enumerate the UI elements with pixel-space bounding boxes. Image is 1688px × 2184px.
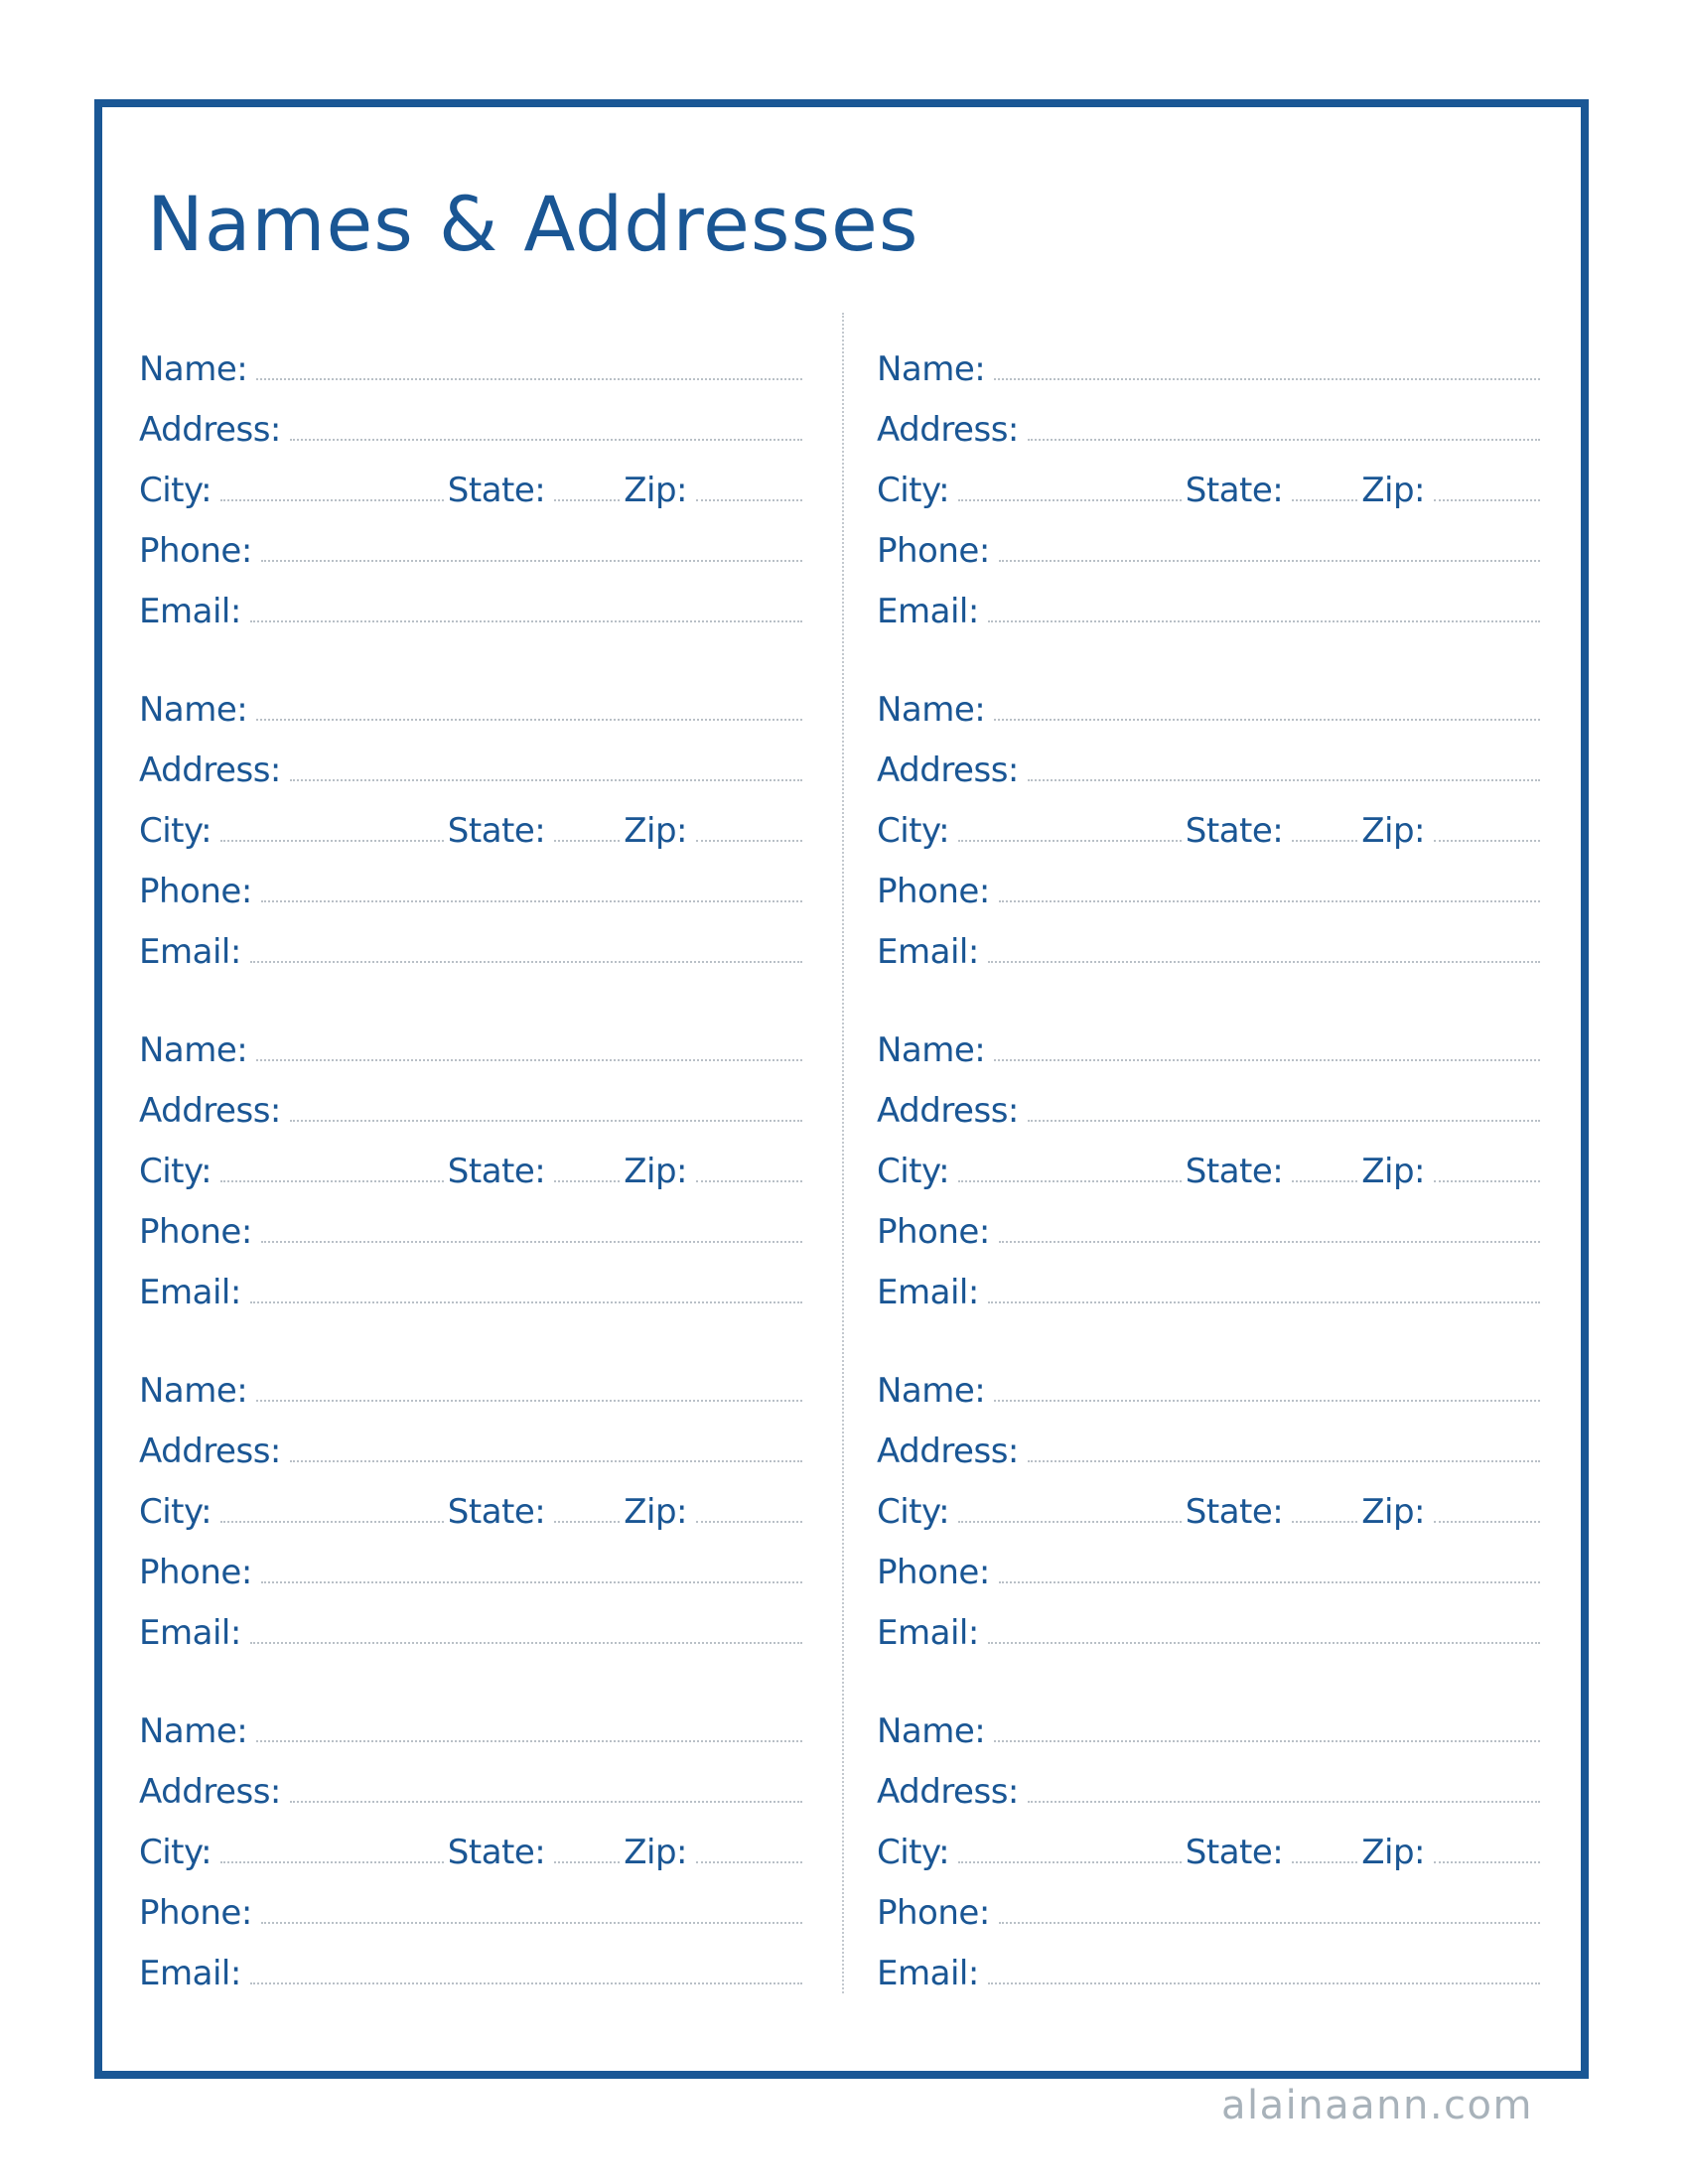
address-label: Address: bbox=[877, 1431, 1019, 1471]
email-row bbox=[877, 1931, 1544, 1991]
zip-label: Zip: bbox=[1361, 1832, 1426, 1872]
email-label: Email: bbox=[139, 1272, 241, 1312]
zip-line bbox=[1434, 1861, 1540, 1863]
phone-line bbox=[261, 560, 802, 562]
name-row bbox=[877, 1689, 1544, 1749]
zip-line bbox=[696, 1521, 802, 1523]
city-label: City: bbox=[877, 470, 950, 510]
zip-label: Zip: bbox=[1361, 1491, 1426, 1532]
address-row bbox=[139, 1749, 806, 1810]
address-block bbox=[877, 1689, 1544, 1991]
zip-line bbox=[696, 499, 802, 501]
email-line bbox=[250, 1982, 802, 1984]
zip-line bbox=[1434, 499, 1540, 501]
zip-line bbox=[696, 1180, 802, 1182]
phone-label: Phone: bbox=[877, 1892, 990, 1933]
phone-row bbox=[877, 849, 1544, 909]
email-line bbox=[988, 1982, 1540, 1984]
state-line bbox=[1292, 499, 1357, 501]
phone-label: Phone: bbox=[877, 1552, 990, 1592]
address-block bbox=[877, 327, 1544, 629]
phone-label: Phone: bbox=[139, 1892, 252, 1933]
name-line bbox=[256, 719, 802, 721]
address-line bbox=[1028, 1801, 1540, 1803]
city-state-zip-row bbox=[139, 788, 806, 849]
city-state-zip-row bbox=[877, 448, 1544, 508]
address-label: Address: bbox=[877, 409, 1019, 450]
address-row bbox=[877, 1068, 1544, 1129]
city-state-zip-row bbox=[139, 448, 806, 508]
address-label: Address: bbox=[139, 1431, 281, 1471]
address-line bbox=[290, 779, 802, 781]
city-state-zip-row bbox=[139, 1469, 806, 1530]
name-line bbox=[994, 378, 1540, 380]
city-label: City: bbox=[877, 1151, 950, 1191]
state-line bbox=[554, 1521, 620, 1523]
email-row bbox=[877, 1590, 1544, 1651]
name-row bbox=[139, 327, 806, 387]
city-state-zip-row bbox=[877, 1129, 1544, 1189]
name-label: Name: bbox=[877, 1370, 986, 1411]
address-row bbox=[877, 1409, 1544, 1469]
phone-row bbox=[877, 1189, 1544, 1250]
address-columns bbox=[139, 327, 1544, 1991]
email-label: Email: bbox=[877, 931, 979, 972]
phone-row bbox=[139, 508, 806, 569]
name-label: Name: bbox=[139, 1710, 248, 1751]
state-label: State: bbox=[447, 470, 546, 510]
name-line bbox=[256, 1740, 802, 1742]
right-column bbox=[877, 327, 1544, 1991]
state-line bbox=[554, 840, 620, 842]
zip-line bbox=[1434, 1521, 1540, 1523]
email-row bbox=[139, 1250, 806, 1310]
zip-label: Zip: bbox=[624, 1832, 688, 1872]
phone-label: Phone: bbox=[139, 530, 252, 571]
address-block bbox=[877, 1008, 1544, 1310]
name-line bbox=[994, 1400, 1540, 1402]
zip-line bbox=[696, 840, 802, 842]
phone-line bbox=[999, 1581, 1540, 1583]
phone-label: Phone: bbox=[877, 1211, 990, 1252]
address-line bbox=[1028, 1460, 1540, 1462]
city-state-zip-row bbox=[877, 1810, 1544, 1870]
address-row bbox=[139, 1409, 806, 1469]
city-line bbox=[220, 1180, 444, 1182]
zip-label: Zip: bbox=[1361, 1151, 1426, 1191]
address-label: Address: bbox=[877, 1771, 1019, 1812]
email-row bbox=[877, 1250, 1544, 1310]
phone-line bbox=[261, 1581, 802, 1583]
address-row bbox=[877, 728, 1544, 788]
zip-label: Zip: bbox=[624, 470, 688, 510]
city-line bbox=[958, 1861, 1182, 1863]
city-line bbox=[220, 1861, 444, 1863]
address-line bbox=[290, 1801, 802, 1803]
name-row bbox=[139, 667, 806, 728]
phone-row bbox=[877, 1530, 1544, 1590]
state-label: State: bbox=[1185, 470, 1284, 510]
city-line bbox=[958, 1521, 1182, 1523]
state-line bbox=[1292, 1180, 1357, 1182]
email-row bbox=[139, 1931, 806, 1991]
zip-line bbox=[696, 1861, 802, 1863]
address-label: Address: bbox=[877, 1090, 1019, 1131]
email-label: Email: bbox=[139, 1612, 241, 1653]
name-row bbox=[139, 1689, 806, 1749]
phone-label: Phone: bbox=[139, 871, 252, 911]
address-block bbox=[139, 1008, 806, 1310]
city-label: City: bbox=[139, 470, 212, 510]
state-line bbox=[1292, 840, 1357, 842]
name-line bbox=[994, 719, 1540, 721]
address-block bbox=[877, 667, 1544, 970]
phone-row bbox=[139, 1870, 806, 1931]
address-line bbox=[1028, 779, 1540, 781]
name-label: Name: bbox=[877, 1710, 986, 1751]
zip-label: Zip: bbox=[1361, 470, 1426, 510]
email-label: Email: bbox=[877, 1272, 979, 1312]
email-line bbox=[988, 1642, 1540, 1644]
email-line bbox=[988, 1301, 1540, 1303]
name-label: Name: bbox=[877, 689, 986, 730]
address-label: Address: bbox=[139, 750, 281, 790]
address-label: Address: bbox=[139, 1771, 281, 1812]
city-line bbox=[958, 840, 1182, 842]
zip-label: Zip: bbox=[1361, 810, 1426, 851]
address-line bbox=[1028, 1120, 1540, 1122]
name-label: Name: bbox=[877, 1029, 986, 1070]
phone-label: Phone: bbox=[877, 530, 990, 571]
phone-line bbox=[999, 900, 1540, 902]
city-label: City: bbox=[139, 810, 212, 851]
state-label: State: bbox=[447, 810, 546, 851]
email-line bbox=[250, 961, 802, 963]
phone-row bbox=[139, 1530, 806, 1590]
address-row bbox=[139, 387, 806, 448]
email-line bbox=[250, 1301, 802, 1303]
phone-label: Phone: bbox=[877, 871, 990, 911]
address-row bbox=[139, 728, 806, 788]
name-line bbox=[256, 1400, 802, 1402]
name-row bbox=[139, 1008, 806, 1068]
email-line bbox=[988, 620, 1540, 622]
email-label: Email: bbox=[139, 931, 241, 972]
phone-line bbox=[999, 1922, 1540, 1924]
address-block bbox=[139, 1348, 806, 1651]
name-label: Name: bbox=[139, 689, 248, 730]
city-state-zip-row bbox=[139, 1129, 806, 1189]
zip-label: Zip: bbox=[624, 810, 688, 851]
phone-row bbox=[139, 1189, 806, 1250]
city-state-zip-row bbox=[139, 1810, 806, 1870]
city-state-zip-row bbox=[877, 1469, 1544, 1530]
zip-label: Zip: bbox=[624, 1491, 688, 1532]
address-line bbox=[1028, 439, 1540, 441]
address-row bbox=[139, 1068, 806, 1129]
email-label: Email: bbox=[139, 591, 241, 631]
name-line bbox=[256, 1059, 802, 1061]
city-line bbox=[220, 1521, 444, 1523]
state-line bbox=[1292, 1861, 1357, 1863]
address-line bbox=[290, 439, 802, 441]
city-line bbox=[958, 1180, 1182, 1182]
name-label: Name: bbox=[139, 1370, 248, 1411]
email-line bbox=[250, 620, 802, 622]
phone-line bbox=[261, 1241, 802, 1243]
address-line bbox=[290, 1120, 802, 1122]
address-label: Address: bbox=[139, 1090, 281, 1131]
page-border bbox=[94, 99, 1589, 2128]
name-line bbox=[994, 1059, 1540, 1061]
phone-line bbox=[999, 560, 1540, 562]
name-label: Name: bbox=[877, 348, 986, 389]
email-line bbox=[988, 961, 1540, 963]
city-line bbox=[220, 499, 444, 501]
state-line bbox=[554, 499, 620, 501]
zip-line bbox=[1434, 840, 1540, 842]
city-label: City: bbox=[877, 1491, 950, 1532]
address-row bbox=[877, 1749, 1544, 1810]
state-label: State: bbox=[447, 1491, 546, 1532]
left-column bbox=[139, 327, 806, 1991]
name-row bbox=[877, 1008, 1544, 1068]
email-row bbox=[139, 569, 806, 629]
address-label: Address: bbox=[877, 750, 1019, 790]
name-label: Name: bbox=[139, 348, 248, 389]
city-label: City: bbox=[877, 810, 950, 851]
address-block bbox=[139, 327, 806, 629]
name-row bbox=[877, 327, 1544, 387]
address-line bbox=[290, 1460, 802, 1462]
email-row bbox=[877, 909, 1544, 970]
city-line bbox=[220, 840, 444, 842]
email-row bbox=[877, 569, 1544, 629]
city-label: City: bbox=[139, 1151, 212, 1191]
address-label: Address: bbox=[139, 409, 281, 450]
zip-label: Zip: bbox=[624, 1151, 688, 1191]
state-label: State: bbox=[447, 1151, 546, 1191]
name-label: Name: bbox=[139, 1029, 248, 1070]
state-label: State: bbox=[1185, 1491, 1284, 1532]
email-row bbox=[139, 909, 806, 970]
address-block bbox=[877, 1348, 1544, 1651]
city-label: City: bbox=[139, 1491, 212, 1532]
city-line bbox=[958, 499, 1182, 501]
phone-label: Phone: bbox=[139, 1552, 252, 1592]
phone-line bbox=[999, 1241, 1540, 1243]
phone-line bbox=[261, 1922, 802, 1924]
phone-row bbox=[877, 1870, 1544, 1931]
page-content bbox=[102, 179, 1581, 2142]
name-row bbox=[139, 1348, 806, 1409]
city-label: City: bbox=[139, 1832, 212, 1872]
city-label: City: bbox=[877, 1832, 950, 1872]
phone-row bbox=[877, 508, 1544, 569]
state-line bbox=[554, 1180, 620, 1182]
email-label: Email: bbox=[877, 591, 979, 631]
name-line bbox=[256, 378, 802, 380]
state-line bbox=[554, 1861, 620, 1863]
phone-label: Phone: bbox=[139, 1211, 252, 1252]
state-line bbox=[1292, 1521, 1357, 1523]
state-label: State: bbox=[1185, 810, 1284, 851]
state-label: State: bbox=[1185, 1832, 1284, 1872]
phone-line bbox=[261, 900, 802, 902]
address-row bbox=[877, 387, 1544, 448]
email-label: Email: bbox=[139, 1953, 241, 1993]
page-title: Names & Addresses bbox=[147, 180, 919, 268]
name-row bbox=[877, 1348, 1544, 1409]
address-block bbox=[139, 1689, 806, 1991]
address-block bbox=[139, 667, 806, 970]
site-credit: alainaann.com bbox=[1221, 2083, 1533, 2128]
email-label: Email: bbox=[877, 1612, 979, 1653]
email-label: Email: bbox=[877, 1953, 979, 1993]
name-line bbox=[994, 1740, 1540, 1742]
state-label: State: bbox=[1185, 1151, 1284, 1191]
zip-line bbox=[1434, 1180, 1540, 1182]
name-row bbox=[877, 667, 1544, 728]
city-state-zip-row bbox=[877, 788, 1544, 849]
email-line bbox=[250, 1642, 802, 1644]
state-label: State: bbox=[447, 1832, 546, 1872]
phone-row bbox=[139, 849, 806, 909]
email-row bbox=[139, 1590, 806, 1651]
